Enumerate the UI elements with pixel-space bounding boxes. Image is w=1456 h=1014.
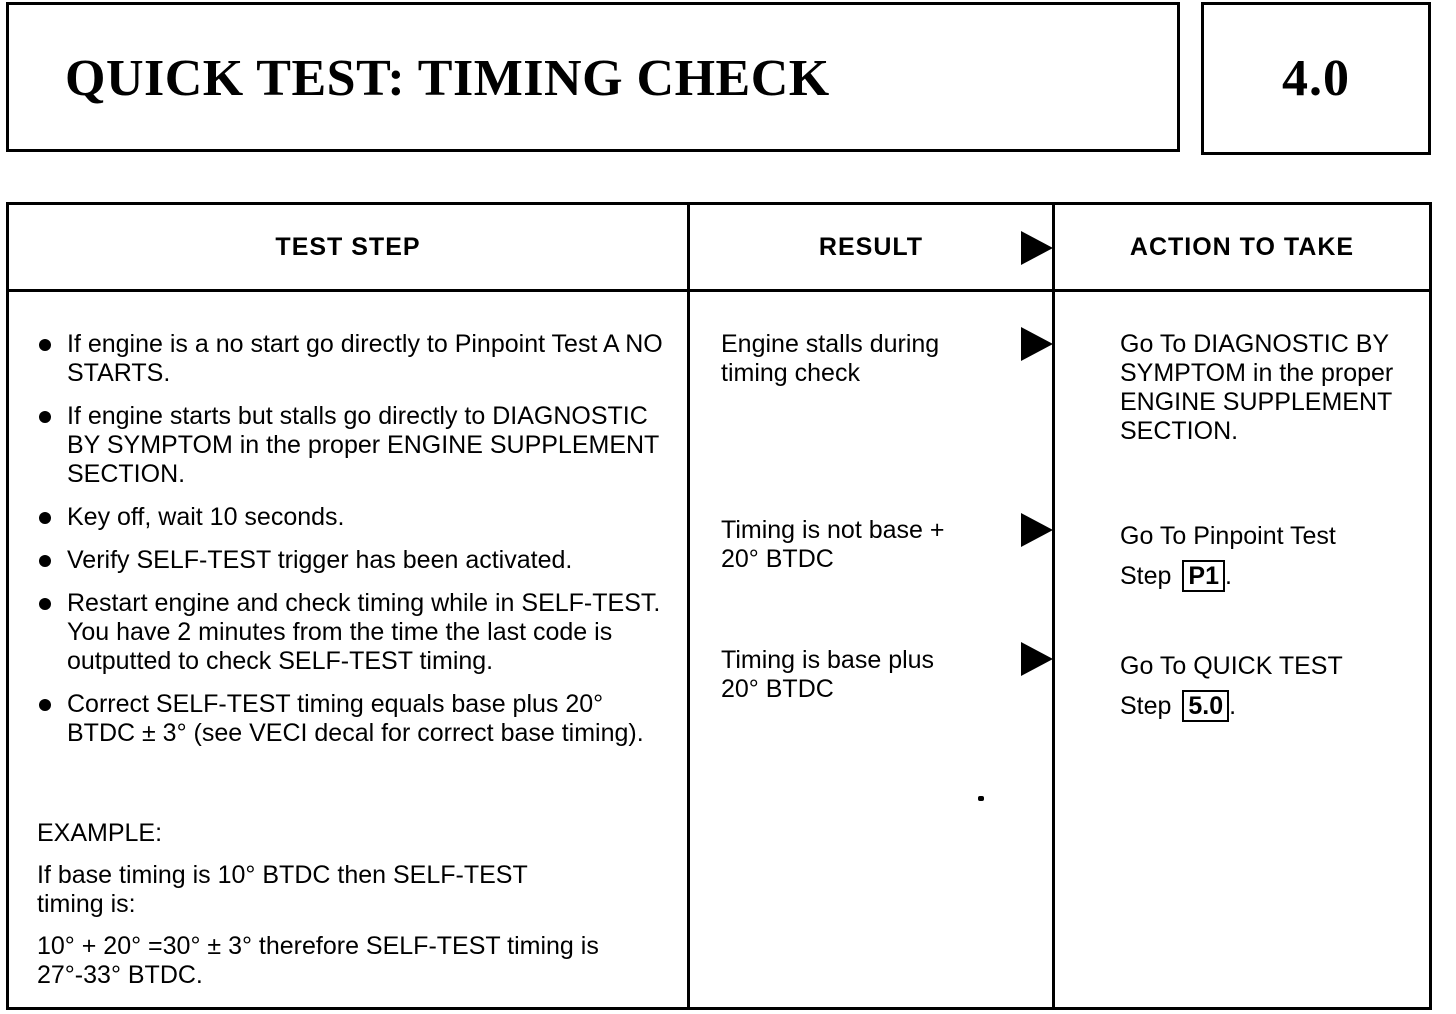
result-base-plus: Timing is base plus 20° BTDC bbox=[721, 646, 935, 703]
action-stalls: Go To DIAGNOSTIC BY SYMPTOM in the proper ENGINE SUPPLEMENT SECTION. bbox=[1120, 330, 1394, 445]
test-step-text: If engine starts but stalls go directly to DIAGNOSTIC BY SYMPTOM in the proper ENGINE SUPPLEMENT SECTION. bbox=[67, 402, 659, 488]
scan-speck bbox=[978, 796, 984, 801]
arrow-right-icon bbox=[1021, 642, 1053, 676]
column-divider bbox=[1052, 205, 1055, 1007]
test-step-list bbox=[36, 330, 676, 762]
test-step-text: Verify SELF-TEST trigger has been activated. bbox=[67, 546, 573, 574]
list-item bbox=[36, 503, 676, 532]
action-quick-test bbox=[1120, 646, 1390, 726]
header-divider bbox=[9, 289, 1429, 292]
action-suffix: . bbox=[1229, 692, 1237, 720]
result-stalls: Engine stalls during timing check bbox=[721, 330, 940, 387]
action-text: Go To Pinpoint Test Step bbox=[1120, 522, 1336, 590]
action-suffix: . bbox=[1224, 562, 1232, 590]
list-item bbox=[36, 402, 676, 489]
test-step-text: If engine is a no start go directly to Pinpoint Test A NO STARTS. bbox=[67, 330, 663, 387]
test-step-text: Key off, wait 10 seconds. bbox=[67, 503, 345, 531]
bullet-icon bbox=[39, 555, 51, 567]
list-item bbox=[36, 589, 676, 676]
action-text: Go To QUICK TEST Step bbox=[1120, 652, 1343, 720]
example-line-1: If base timing is 10° BTDC then SELF-TEST timing is: bbox=[37, 861, 528, 918]
action-pinpoint bbox=[1120, 516, 1390, 596]
step-reference-p1[interactable]: P1 bbox=[1182, 560, 1225, 592]
arrow-right-icon bbox=[1021, 513, 1053, 547]
arrow-right-icon bbox=[1021, 327, 1053, 361]
column-divider bbox=[687, 205, 690, 1007]
bullet-icon bbox=[39, 339, 51, 351]
list-item bbox=[36, 690, 676, 748]
bullet-icon bbox=[39, 598, 51, 610]
column-header-result: RESULT bbox=[818, 233, 924, 261]
section-number: 4.0 bbox=[1282, 50, 1350, 107]
list-item bbox=[36, 330, 676, 388]
title-box bbox=[6, 2, 1180, 152]
result-not-base: Timing is not base + 20° BTDC bbox=[721, 516, 945, 573]
column-header-test-step: TEST STEP bbox=[275, 233, 421, 261]
test-step-text: Restart engine and check timing while in SELF-TEST. You have 2 minutes from the time the last code is outputted to check SELF-TEST timing. bbox=[67, 589, 661, 675]
bullet-icon bbox=[39, 411, 51, 423]
page-title: QUICK TEST: TIMING CHECK bbox=[65, 50, 830, 107]
column-header-action: ACTION TO TAKE bbox=[1129, 233, 1355, 261]
test-step-text: Correct SELF-TEST timing equals base plus 20° BTDC ± 3° (see VECI decal for correct base timing). bbox=[67, 690, 644, 747]
test-table bbox=[6, 202, 1432, 1010]
bullet-icon bbox=[39, 699, 51, 711]
arrow-right-icon bbox=[1021, 231, 1053, 265]
list-item bbox=[36, 546, 676, 575]
example-line-2: 10° + 20° =30° ± 3° therefore SELF-TEST timing is 27°-33° BTDC. bbox=[37, 932, 599, 989]
bullet-icon bbox=[39, 512, 51, 524]
section-number-box bbox=[1201, 2, 1431, 155]
step-reference-5-0[interactable]: 5.0 bbox=[1182, 690, 1229, 722]
example-label: EXAMPLE: bbox=[37, 819, 163, 847]
